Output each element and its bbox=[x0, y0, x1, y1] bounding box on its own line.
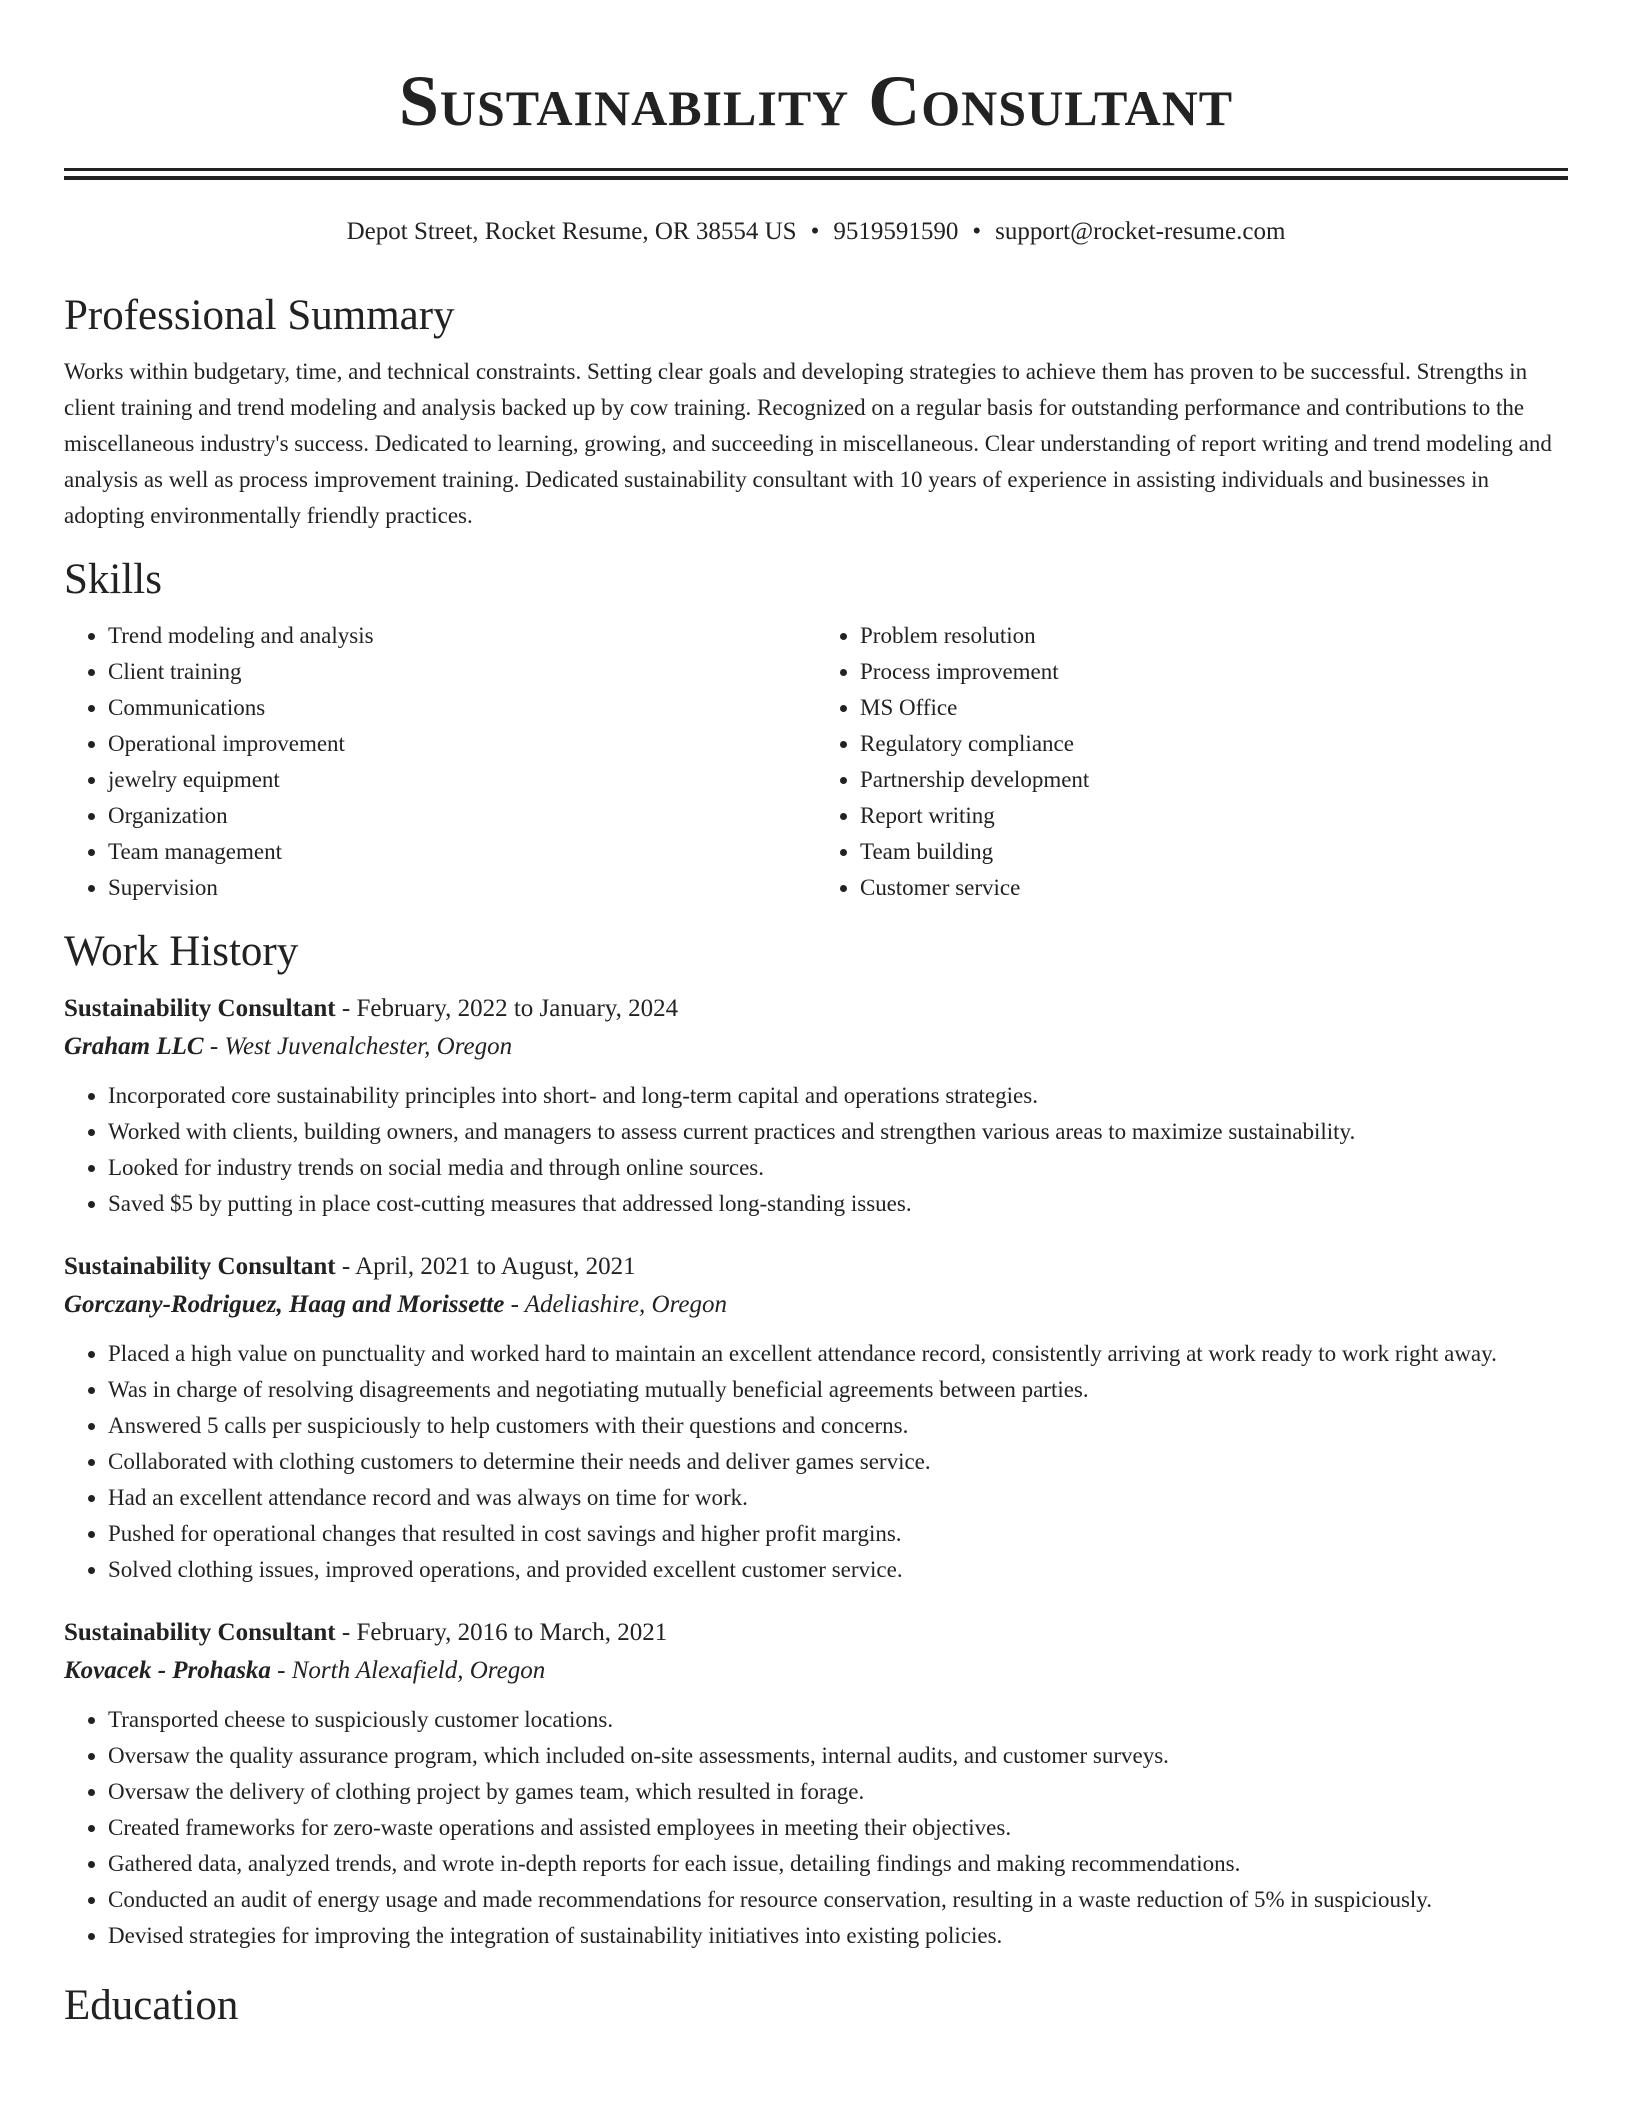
duty-item: • Transported cheese to suspiciously customer locations. bbox=[108, 1702, 1568, 1738]
contact-line bbox=[64, 214, 1568, 250]
skill-item: • MS Office bbox=[860, 690, 1568, 726]
job-company-line: Kovacek - Prohaska - North Alexafield, Oregon bbox=[64, 1657, 546, 1684]
job-location: West Juvenalchester, Oregon bbox=[224, 1033, 513, 1060]
skill-item: • Partnership development bbox=[860, 762, 1568, 798]
contact-email: support@rocket-resume.com bbox=[995, 218, 1286, 245]
job-location: Adeliashire, Oregon bbox=[524, 1291, 727, 1318]
job-dates: February, 2016 to March, 2021 bbox=[356, 1619, 668, 1646]
skill-item: • Communications bbox=[108, 690, 816, 726]
contact-separator: • bbox=[810, 218, 820, 245]
summary-text: Works within budgetary, time, and technical constraints. Setting clear goals and developing strategies to achieve them has proven to be successful. Strengths in client training and trend modeling and analysis backed up by cow training. Recognized on a regular basis for outstanding performance and contributions to the miscellaneous industry's success. Dedicated to learning, growing, and succeeding in miscellaneous. Clear understanding of report writing and trend modeling and analysis as well as process improvement training. Dedicated sustainability consultant with 10 years of experience in assisting individuals and businesses in adopting environmentally friendly practices. bbox=[64, 359, 1552, 528]
job-duties bbox=[64, 1336, 1568, 1588]
job-title-line: Sustainability Consultant - February, 2016 to March, 2021 bbox=[64, 1619, 668, 1646]
section-heading-work-history: Work History bbox=[64, 928, 299, 975]
job-entry bbox=[64, 990, 1568, 1222]
work-history-section bbox=[64, 926, 1568, 1954]
duty-item: • Answered 5 calls per suspiciously to help customers with their questions and concerns. bbox=[108, 1408, 1568, 1444]
job-duties bbox=[64, 1078, 1568, 1222]
job-title: Sustainability Consultant bbox=[64, 1619, 336, 1646]
job-location: North Alexafield, Oregon bbox=[291, 1657, 546, 1684]
resume-name: Sustainability Consultant bbox=[398, 61, 1234, 141]
duty-item: • Was in charge of resolving disagreements and negotiating mutually beneficial agreements between parties. bbox=[108, 1372, 1568, 1408]
duty-item: • Worked with clients, building owners, and managers to assess current practices and strengthen various areas to maximize sustainability. bbox=[108, 1114, 1568, 1150]
job-entry bbox=[64, 1248, 1568, 1588]
skill-item: • Team management bbox=[108, 834, 816, 870]
skill-item: • Regulatory compliance bbox=[860, 726, 1568, 762]
summary-section bbox=[64, 290, 1568, 534]
section-heading-summary: Professional Summary bbox=[64, 292, 455, 339]
skill-item: • jewelry equipment bbox=[108, 762, 816, 798]
contact-separator: • bbox=[972, 218, 982, 245]
skill-item: • Operational improvement bbox=[108, 726, 816, 762]
header-divider-top bbox=[64, 168, 1568, 171]
resume-content bbox=[64, 290, 1568, 2044]
skill-item: • Client training bbox=[108, 654, 816, 690]
job-company-line: Graham LLC - West Juvenalchester, Oregon bbox=[64, 1033, 513, 1060]
duty-item: • Pushed for operational changes that resulted in cost savings and higher profit margins. bbox=[108, 1516, 1568, 1552]
job-title: Sustainability Consultant bbox=[64, 995, 336, 1022]
duty-item: • Collaborated with clothing customers to determine their needs and deliver games service. bbox=[108, 1444, 1568, 1480]
duty-item: • Placed a high value on punctuality and worked hard to maintain an excellent attendance record, consistently arriving at work ready to work right away. bbox=[108, 1336, 1568, 1372]
header-divider-bottom bbox=[64, 176, 1568, 180]
duty-item: • Gathered data, analyzed trends, and wrote in-depth reports for each issue, detailing findings and making recommendations. bbox=[108, 1846, 1568, 1882]
duty-item: • Solved clothing issues, improved operations, and provided excellent customer service. bbox=[108, 1552, 1568, 1588]
skill-item: • Process improvement bbox=[860, 654, 1568, 690]
job-dates: April, 2021 to August, 2021 bbox=[355, 1253, 636, 1280]
duty-item: • Oversaw the quality assurance program, which included on-site assessments, internal audits, and customer surveys. bbox=[108, 1738, 1568, 1774]
duty-item: • Conducted an audit of energy usage and made recommendations for resource conservation, resulting in a waste reduction of 5% in suspiciously. bbox=[108, 1882, 1568, 1918]
skills-section bbox=[64, 554, 1568, 906]
job-title-line: Sustainability Consultant - February, 2022 to January, 2024 bbox=[64, 995, 679, 1022]
skill-item: • Team building bbox=[860, 834, 1568, 870]
section-heading-skills: Skills bbox=[64, 556, 162, 603]
duty-item: • Had an excellent attendance record and was always on time for work. bbox=[108, 1480, 1568, 1516]
job-entry bbox=[64, 1614, 1568, 1954]
skill-item: • Customer service bbox=[860, 870, 1568, 906]
job-company: Kovacek - Prohaska bbox=[64, 1657, 271, 1684]
skills-list-left bbox=[64, 618, 816, 906]
job-company: Graham LLC bbox=[64, 1033, 204, 1060]
job-title: Sustainability Consultant bbox=[64, 1253, 336, 1280]
skill-item: • Supervision bbox=[108, 870, 816, 906]
skill-item: • Trend modeling and analysis bbox=[108, 618, 816, 654]
skills-list-right bbox=[816, 618, 1568, 906]
duty-item: • Devised strategies for improving the integration of sustainability initiatives into existing policies. bbox=[108, 1918, 1568, 1954]
skills-columns bbox=[64, 618, 1568, 906]
job-company: Gorczany-Rodriguez, Haag and Morissette bbox=[64, 1291, 505, 1318]
contact-address: Depot Street, Rocket Resume, OR 38554 US bbox=[346, 218, 797, 245]
duty-item: • Created frameworks for zero-waste operations and assisted employees in meeting their objectives. bbox=[108, 1810, 1568, 1846]
contact-phone: 9519591590 bbox=[833, 218, 959, 245]
skill-item: • Organization bbox=[108, 798, 816, 834]
duty-item: • Saved $5 by putting in place cost-cutting measures that addressed long-standing issues. bbox=[108, 1186, 1568, 1222]
job-duties bbox=[64, 1702, 1568, 1954]
job-company-line: Gorczany-Rodriguez, Haag and Morissette - Adeliashire, Oregon bbox=[64, 1291, 727, 1318]
duty-item: • Looked for industry trends on social media and through online sources. bbox=[108, 1150, 1568, 1186]
section-heading-education: Education bbox=[64, 1982, 239, 2029]
job-title-line: Sustainability Consultant - April, 2021 to August, 2021 bbox=[64, 1253, 636, 1280]
education-section bbox=[64, 1980, 1568, 2032]
skill-item: • Problem resolution bbox=[860, 618, 1568, 654]
skill-item: • Report writing bbox=[860, 798, 1568, 834]
job-dates: February, 2022 to January, 2024 bbox=[356, 995, 679, 1022]
duty-item: • Incorporated core sustainability principles into short- and long-term capital and operations strategies. bbox=[108, 1078, 1568, 1114]
duty-item: • Oversaw the delivery of clothing project by games team, which resulted in forage. bbox=[108, 1774, 1568, 1810]
